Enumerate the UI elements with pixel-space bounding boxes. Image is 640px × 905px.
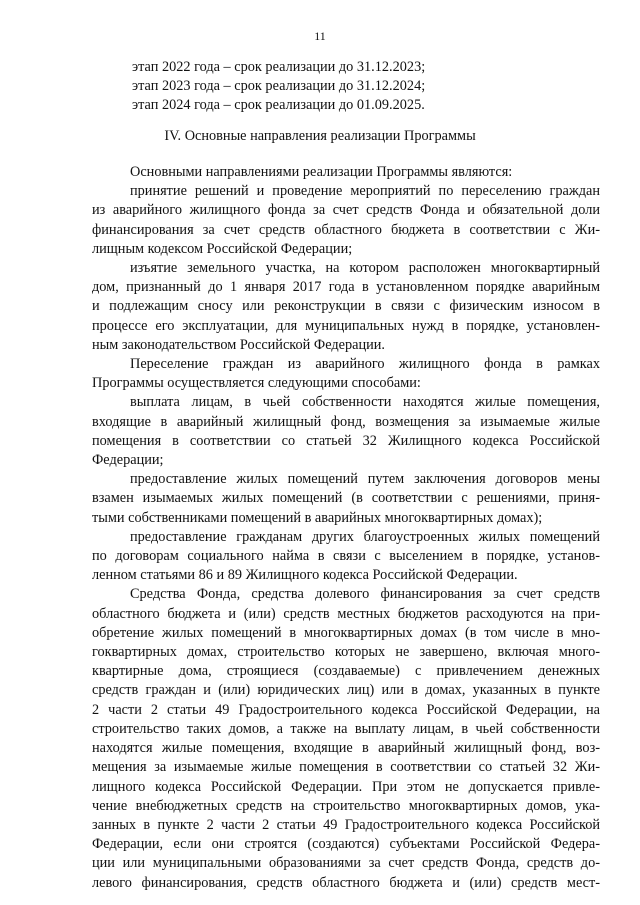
paragraph-resettlement-decisions (92, 182, 600, 259)
stage-line: этап 2024 года – срок реализации до 01.09.2025. (132, 97, 425, 113)
text-line: взамен изымаемых жилых помещений (в соответствии с решениями, приня- (92, 490, 600, 507)
text-line: Программы осуществляется следующими способами: (92, 375, 421, 392)
document-body (92, 163, 600, 893)
text-line: средств граждан и (или) юридических лиц) или в домах, указанных в пункте (92, 682, 600, 699)
section-heading: IV. Основные направления реализации Программы (164, 128, 476, 144)
text-line: областного бюджета и (или) средств местных бюджетов расходуются на при- (92, 605, 600, 622)
text-line: входящие в аварийный жилищный фонд, возмещения за изымаемые жилые (92, 413, 600, 430)
text-line: тыми собственниками помещений в аварийных многоквартирных домах); (92, 509, 543, 526)
text-line: чение внебюджетных средств на строительство многоквартирных домов, ука- (92, 797, 600, 814)
text-line: строительство таких домов, а также на выплату лицам, в чьей собственности (92, 720, 600, 737)
text-line: квартирные дома, строящиеся (создаваемые) с привлечением денежных (92, 663, 600, 680)
text-line: выплата лицам, в чьей собственности находятся жилые помещения, (130, 394, 600, 411)
text-line: финансирования за счет средств областного бюджета в соответствии с Жи- (92, 221, 600, 238)
text-line: мещения за изымаемые жилые помещения в соответствии со статьей 32 Жи- (92, 759, 600, 776)
paragraph-compensation-payment (92, 393, 600, 470)
text-line: предоставление жилых помещений путем заключения договоров мены (130, 471, 600, 488)
text-line: обретение жилых помещений в многоквартирных домах (в том числе в мно- (92, 624, 600, 641)
text-line: Переселение граждан из аварийного жилищного фонда в рамках (130, 356, 600, 373)
text-line: 2 части 2 статьи 49 Градостроительного кодекса Российской Федерации, на (92, 701, 600, 718)
intro-line: Основными направлениями реализации Программы являются: (130, 164, 513, 180)
text-line: ленном статьями 86 и 89 Жилищного кодекса Российской Федерации. (92, 567, 518, 584)
stage-line: этап 2022 года – срок реализации до 31.12.2023; (132, 59, 426, 75)
text-line: дом, признанный до 1 января 2017 года в установленном порядке аварийным (92, 279, 600, 296)
stage-line: этап 2023 года – срок реализации до 31.12.2024; (132, 78, 426, 94)
text-line: гоквартирных домах, строительство которых не завершено, включая много- (92, 644, 600, 661)
paragraph-social-housing (92, 528, 600, 586)
paragraph-fund-spending (92, 585, 600, 892)
text-line: ным законодательством Российской Федерации. (92, 336, 385, 353)
text-line: из аварийного жилищного фонда за счет средств Фонда и обязательной доли (92, 202, 600, 219)
text-line: принятие решений и проведение мероприятий по переселению граждан (130, 183, 600, 200)
text-line: изъятие земельного участка, на котором расположен многоквартирный (130, 260, 600, 277)
paragraph-resettlement-methods (92, 355, 600, 393)
stage-list (132, 58, 552, 115)
text-line: занных в пункте 2 части 2 статьи 49 Градостроительного кодекса Российской (92, 816, 600, 833)
text-line: лищным кодексом Российской Федерации; (92, 240, 353, 257)
page-number: 11 (314, 29, 326, 43)
text-line: левого финансирования, средств областного бюджета и (или) средств мест- (92, 874, 600, 891)
text-line: ции или муниципальными образованиями за счет средств Фонда, средств до- (92, 855, 600, 872)
text-line: процессе его эксплуатации, для муниципальных нужд в порядке, установлен- (92, 317, 600, 334)
paragraph-exchange-contracts (92, 470, 600, 528)
text-line: находятся жилые помещения, входящие в аварийный жилищный фонд, воз- (92, 740, 600, 757)
text-line: по договорам социального найма в связи с выселением в порядке, установ- (92, 548, 600, 565)
paragraph-land-seizure (92, 259, 600, 355)
text-line: Федерации, если они строятся (создаются) субъектами Российской Федера- (92, 836, 600, 853)
text-line: предоставление гражданам других благоустроенных жилых помещений (130, 528, 600, 545)
text-line: Средства Фонда, средства долевого финансирования за счет средств (130, 586, 600, 603)
text-line: и подлежащим сносу или реконструкции в связи с физическим износом в (92, 298, 600, 315)
text-line: Федерации; (92, 452, 164, 469)
text-line: лищного кодекса Российской Федерации. При этом не допускается привле- (92, 778, 600, 795)
text-line: помещения в соответствии со статьей 32 Жилищного кодекса Российской (92, 432, 600, 449)
